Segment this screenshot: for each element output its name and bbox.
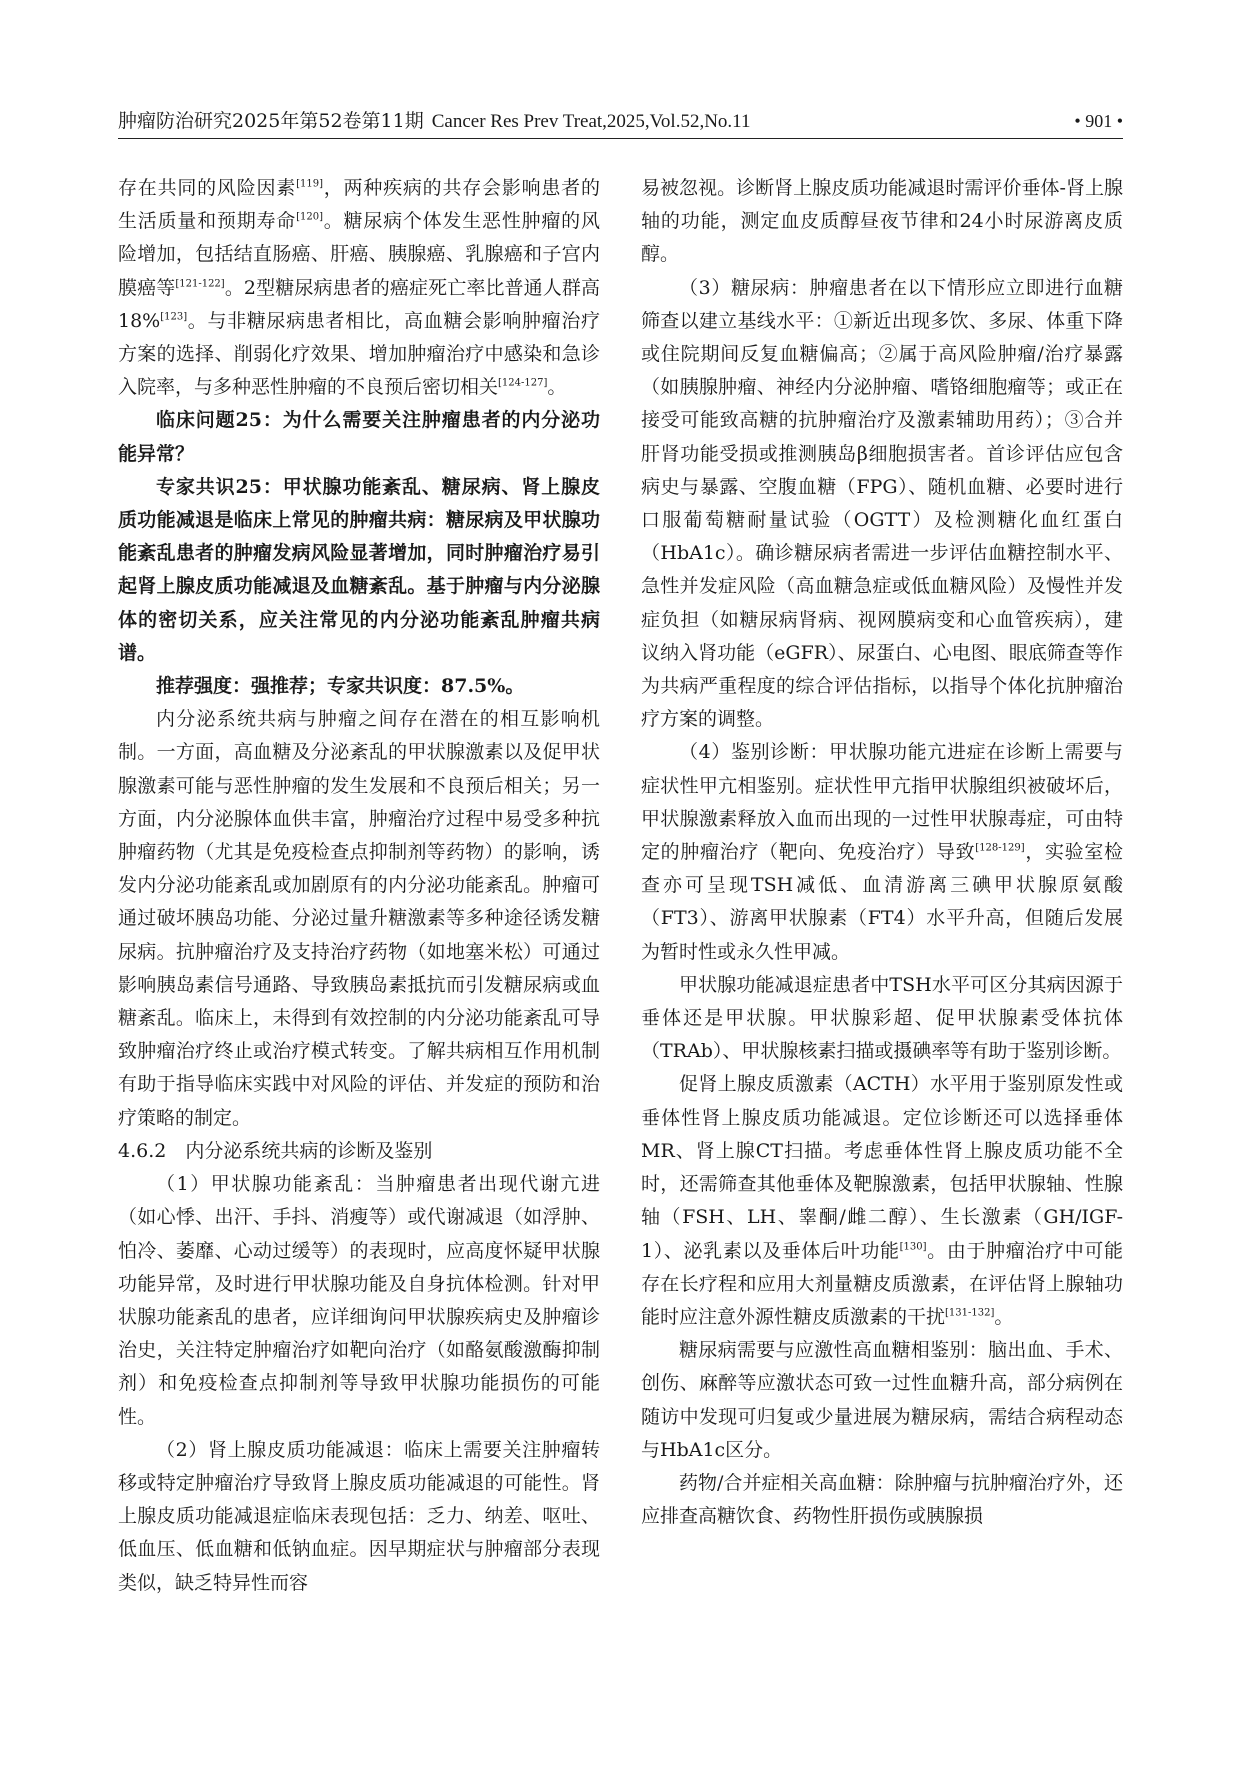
text-run: ，实验室检查亦可呈现TSH减低、血清游离三碘甲状腺原氨酸（FT3）、游离甲状腺素（FT4）水平升高，但随后发展为暂时性或永久性甲减。 [641,841,1123,963]
journal-name-en: Cancer Res Prev Treat,2025,Vol.52,No.11 [431,111,751,132]
text-run: ，两种疾病的共存会影响患者的生活质量和预期寿命 [118,177,600,233]
citation-ref: [120] [296,211,323,223]
paragraph: 内分泌系统共病与肿瘤之间存在潜在的相互影响机制。一方面，高血糖及分泌紊乱的甲状腺激素以及促甲状腺激素可能与恶性肿瘤的发生发展和不良预后相关；另一方面，内分泌腺体血供丰富，肿瘤治疗过程中易受多种抗肿瘤药物（尤其是免疫检查点抑制剂等药物）的影响，诱发内分泌功能紊乱或加剧原有的内分泌功能紊乱。肿瘤可通过破坏胰岛功能、分泌过量升糖激素等多种途径诱发糖尿病。抗肿瘤治疗及支持治疗药物（如地塞米松）可通过影响胰岛素信号通路、导致胰岛素抵抗而引发糖尿病或血糖紊乱。临床上，未得到有效控制的内分泌功能紊乱可导致肿瘤治疗终止或治疗模式转变。了解共病相互作用机制有助于指导临床实践中对风险的评估、并发症的预防和治疗策略的制定。 [118,708,600,1129]
paragraph: （3）糖尿病：肿瘤患者在以下情形应立即进行血糖筛查以建立基线水平：①新近出现多饮、多尿、体重下降或住院期间反复血糖偏高；②属于高风险肿瘤/治疗暴露（如胰腺肿瘤、神经内分泌肿瘤、嗜铬细胞瘤等；或正在接受可能致高糖的抗肿瘤治疗及激素辅助用药）；③合并肝肾功能受损或推测胰岛β细胞损害者。首诊评估应包含病史与暴露、空腹血糖（FPG）、随机血糖、必要时进行口服葡萄糖耐量试验（OGTT）及检测糖化血红蛋白（HbA1c）。确诊糖尿病者需进一步评估血糖控制水平、急性并发症风险（高血糖急症或低血糖风险）及慢性并发症负担（如糖尿病肾病、视网膜病变和心血管疾病），建议纳入肾功能（eGFR）、尿蛋白、心电图、眼底筛查等作为共病严重程度的综合评估指标，以指导个体化抗肿瘤治疗方案的调整。 [641,276,1123,731]
citation-ref: [119] [296,178,323,190]
running-header [118,108,1123,139]
clinical-question: 临床问题25：为什么需要关注肿瘤患者的内分泌功能异常？ [118,409,600,465]
paragraph [118,172,600,404]
paragraph: 糖尿病需要与应激性高血糖相鉴别：脑出血、手术、创伤、麻醉等应激状态可致一过性血糖升高，部分病例在随访中发现可归复或少量进展为糖尿病，需结合病程动态与HbA1c区分。 [641,1339,1123,1461]
text-run: 存在共同的风险因素 [118,177,297,199]
citation-ref: [128-129] [975,842,1025,854]
citation-ref: [131-132] [945,1307,995,1319]
paragraph: 易被忽视。诊断肾上腺皮质功能减退时需评价垂体-肾上腺轴的功能，测定血皮质醇昼夜节律和24小时尿游离皮质醇。 [641,177,1123,266]
paragraph [641,1068,1123,1334]
page-number: • 901 • [1074,111,1123,131]
citation-ref: [123] [160,311,188,323]
journal-citation [118,108,750,135]
text-run: 。与非糖尿病患者相比，高血糖会影响肿瘤治疗方案的选择、削弱化疗效果、增加肿瘤治疗中感染和急诊入院率，与多种恶性肿瘤的不良预后密切相关 [118,309,600,399]
paragraph [641,736,1123,968]
left-column [118,172,600,1672]
section-heading: 4.6.2 内分泌系统共病的诊断及鉴别 [118,1139,433,1162]
paragraph: （2）肾上腺皮质功能减退：临床上需要关注肿瘤转移或特定肿瘤治疗导致肾上腺皮质功能减退的可能性。肾上腺皮质功能减退症临床表现包括：乏力、纳差、呕吐、低血压、低血糖和低钠血症。因早期症状与肿瘤部分表现类似，缺乏特异性而容 [118,1438,600,1594]
text-run: 促肾上腺皮质激素（ACTH）水平用于鉴别原发性或垂体性肾上腺皮质功能减退。定位诊断还可以选择垂体MR、肾上腺CT扫描。考虑垂体性肾上腺皮质功能不全时，还需筛查其他垂体及靶腺激素，包括甲状腺轴、性腺轴（FSH、LH、睾酮/雌二醇）、生长激素（GH/IGF-1）、泌乳素以及垂体后叶功能 [641,1073,1123,1262]
text-run: 。 [994,1305,1014,1328]
text-run: （4）鉴别诊断：甲状腺功能亢进症在诊断上需要与症状性甲亢相鉴别。症状性甲亢指甲状腺组织被破坏后，甲状腺激素释放入血而出现的一过性甲状腺毒症，可由特定的肿瘤治疗（靶向、免疫治疗）导致 [641,741,1123,864]
paragraph: 药物/合并症相关高血糖：除肿瘤与抗肿瘤治疗外，还应排查高糖饮食、药物性肝损伤或胰腺损 [641,1471,1123,1528]
text-run: 。由于肿瘤治疗中可能存在长疗程和应用大剂量糖皮质激素，在评估肾上腺轴功能时应注意外源性糖皮质激素的干扰 [641,1239,1123,1328]
citation-ref: [124-127] [498,377,548,389]
citation-ref: [121-122] [175,278,225,290]
paragraph: （1）甲状腺功能紊乱：当肿瘤患者出现代谢亢进（如心悸、出汗、手抖、消瘦等）或代谢减退（如浮肿、怕冷、萎靡、心动过缓等）的表现时，应高度怀疑甲状腺功能异常，及时进行甲状腺功能及自身抗体检测。针对甲状腺功能紊乱的患者，应详细询问甲状腺疾病史及肿瘤诊治史，关注特定肿瘤治疗如靶向治疗（如酪氨酸激酶抑制剂）和免疫检查点抑制剂等导致甲状腺功能损伤的可能性。 [118,1173,600,1428]
journal-name-cn: 肿瘤防治研究2025年第52卷第11期 [118,110,424,132]
recommendation-strength: 推荐强度：强推荐；专家共识度：87.5%。 [156,675,525,698]
paragraph: 甲状腺功能减退症患者中TSH水平可区分其病因源于垂体还是甲状腺。甲状腺彩超、促甲状腺素受体抗体（TRAb）、甲状腺核素扫描或摄碘率等有助于鉴别诊断。 [641,973,1123,1063]
text-run: 。2型糖尿病患者的癌症死亡率比普通人群高18% [118,276,600,332]
expert-consensus: 专家共识25：甲状腺功能紊乱、糖尿病、肾上腺皮质功能减退是临床上常见的肿瘤共病：糖尿病及甲状腺功能紊乱患者的肿瘤发病风险显著增加，同时肿瘤治疗易引起肾上腺皮质功能减退及血糖紊乱。基于肿瘤与内分泌腺体的密切关系，应关注常见的内分泌功能紊乱肿瘤共病谱。 [118,475,600,664]
right-column [641,172,1123,1672]
citation-ref: [130] [899,1241,927,1253]
text-run: 。糖尿病个体发生恶性肿瘤的风险增加，包括结直肠癌、肝癌、胰腺癌、乳腺癌和子宫内膜癌等 [118,210,600,299]
text-run: 。 [547,376,567,399]
